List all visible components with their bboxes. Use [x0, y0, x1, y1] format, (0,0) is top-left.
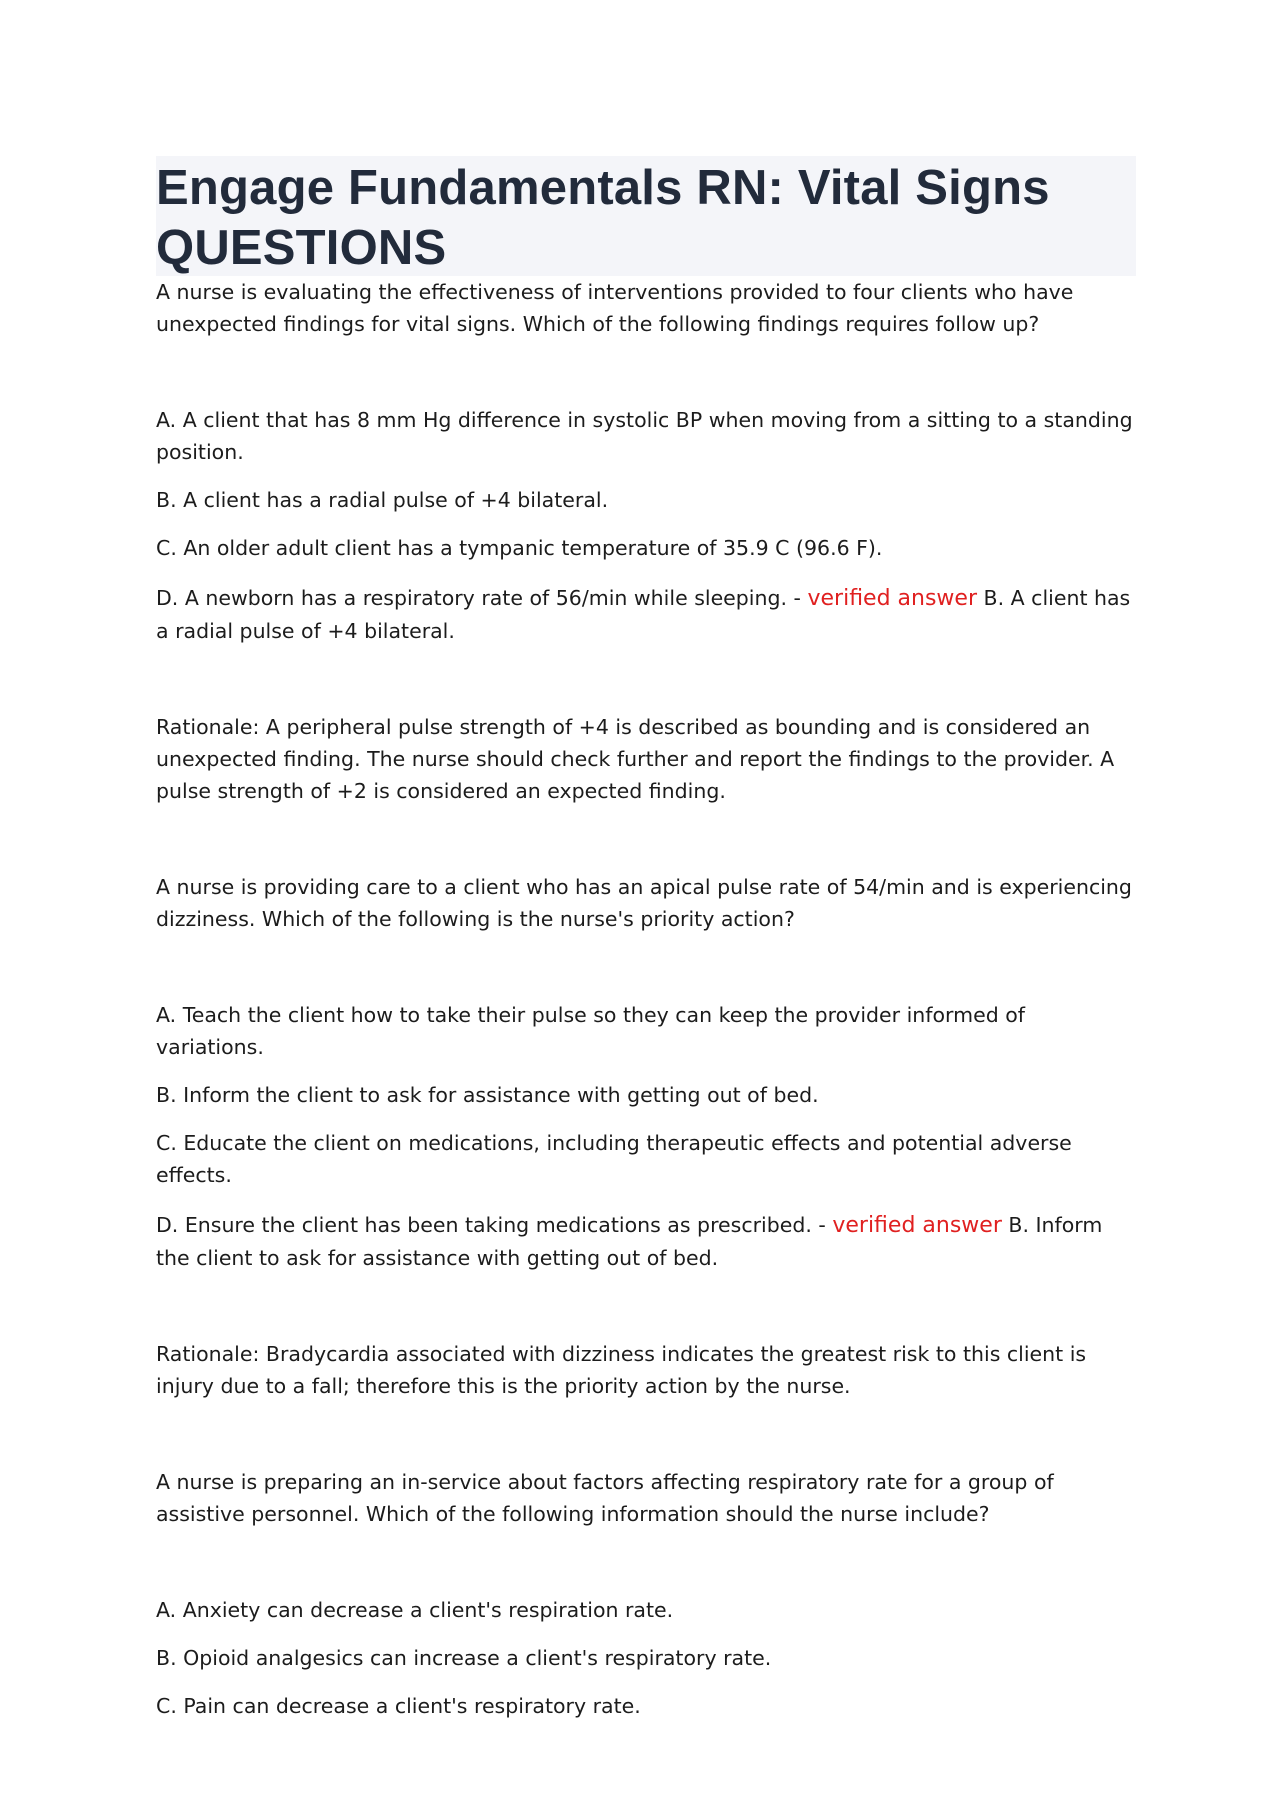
q3-option-b: B. Opioid analgesics can increase a client's respiratory rate. [156, 1646, 772, 1670]
q1-rationale: Rationale: A peripheral pulse strength of +4 is described as bounding and is considered an unexpected finding. The nurse should check further and report the findings to the provider. A pulse strength of +2 is considered an expected finding. [156, 715, 1115, 803]
verified-answer-label: verified answer [832, 1213, 1002, 1238]
q1-option-b: B. A client has a radial pulse of +4 bilateral. [156, 488, 609, 512]
q2-option-c: C. Educate the client on medications, including therapeutic effects and potential adverse effects. [156, 1131, 1072, 1187]
q2-option-b: B. Inform the client to ask for assistance with getting out of bed. [156, 1083, 819, 1107]
document-page [156, 156, 1136, 1722]
page-title: Engage Fundamentals RN: Vital Signs QUESTIONS [156, 161, 1050, 275]
q1-answer: B. A client has a radial pulse of +4 bilateral. [156, 586, 1131, 643]
question-3: A nurse is preparing an in-service about factors affecting respiratory rate for a group of assistive personnel. Which of the following information should the nurse include? [156, 1470, 1054, 1526]
q2-answer: B. Inform the client to ask for assistance with getting out of bed. [156, 1213, 1103, 1270]
title-block [156, 156, 1136, 276]
q3-option-a: A. Anxiety can decrease a client's respiration rate. [156, 1598, 674, 1622]
q1-option-d: D. A newborn has a respiratory rate of 56/min while sleeping. - [156, 586, 801, 610]
q1-option-d-with-answer [156, 582, 1136, 647]
q1-option-a: A. A client that has 8 mm Hg difference in systolic BP when moving from a sitting to a standing position. [156, 408, 1133, 464]
verified-answer-label: verified answer [807, 586, 978, 611]
question-1: A nurse is evaluating the effectiveness of interventions provided to four clients who have unexpected findings for vital signs. Which of the following findings requires follow up? [156, 280, 1074, 336]
question-2: A nurse is providing care to a client who has an apical pulse rate of 54/min and is experiencing dizziness. Which of the following is the nurse's priority action? [156, 875, 1132, 931]
q2-option-d-with-answer [156, 1209, 1136, 1274]
q3-option-c: C. Pain can decrease a client's respiratory rate. [156, 1694, 641, 1718]
q2-rationale: Rationale: Bradycardia associated with dizziness indicates the greatest risk to this client is injury due to a fall; therefore this is the priority action by the nurse. [156, 1342, 1087, 1398]
q2-option-a: A. Teach the client how to take their pulse so they can keep the provider informed of variations. [156, 1003, 1025, 1059]
q1-option-c: C. An older adult client has a tympanic temperature of 35.9 C (96.6 F). [156, 536, 883, 560]
q2-option-d: D. Ensure the client has been taking medications as prescribed. - [156, 1213, 826, 1237]
